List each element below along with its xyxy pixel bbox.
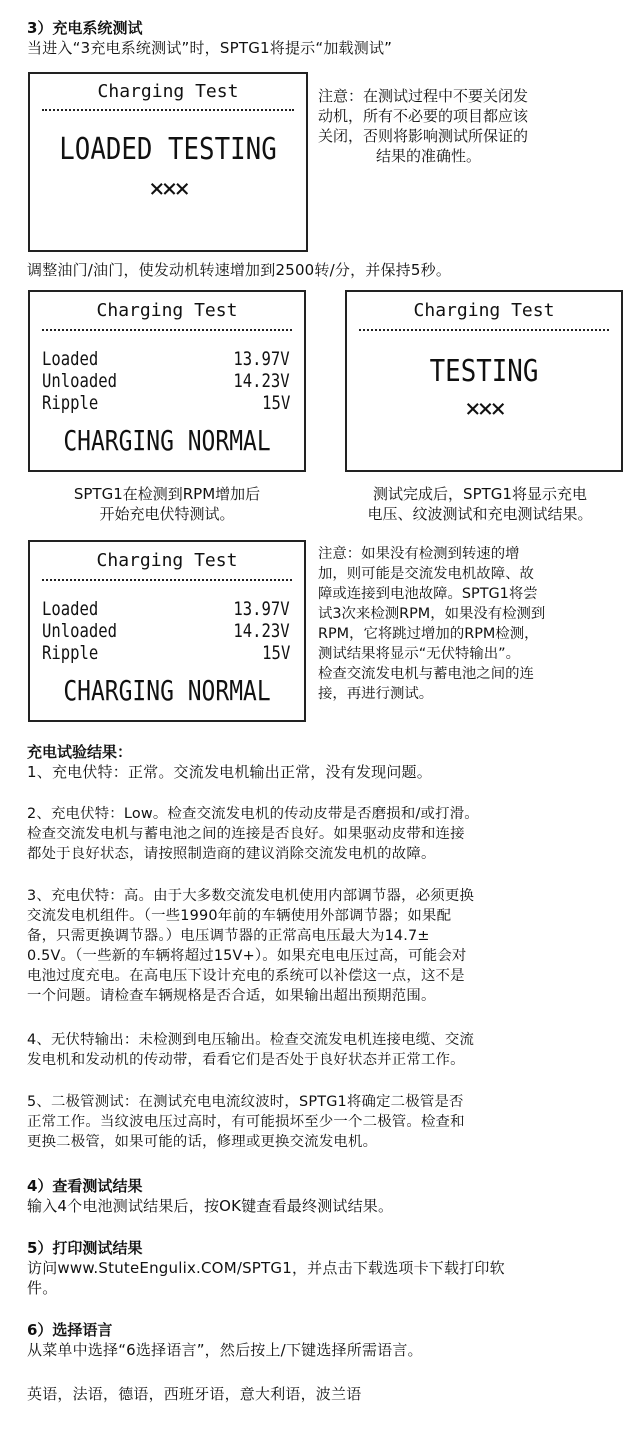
- result-line: 2、充电伏特：Low。检查交流发电机的传动皮带是否磨损和/或打滑。: [27, 806, 479, 822]
- result-line: 检查交流发电机与蓄电池之间的连接是否良好。如果驱动皮带和连接: [27, 826, 465, 842]
- charging-status: CHARGING NORMAL: [63, 424, 271, 457]
- language-list: 英语，法语，德语，西班牙语，意大利语，波兰语: [27, 1385, 362, 1403]
- lcd-screen-loaded-testing: [28, 72, 308, 252]
- result-line: 4、无伏特输出：未检测到电压输出。检查交流发电机连接电缆、交流: [27, 1032, 475, 1048]
- result-item-2: [27, 804, 627, 864]
- caption-line: SPTG1在检测到RPM增加后: [73, 485, 261, 503]
- note-line: 接，再进行测试。: [318, 686, 434, 702]
- section6-heading: 6）选择语言: [27, 1321, 113, 1339]
- note-line: 注意：如果没有检测到转速的增: [318, 546, 520, 562]
- results-heading: 充电试验结果：: [27, 743, 133, 761]
- result-line: 交流发电机组件。（一些1990年前的车辆使用外部调节器；如果配: [27, 908, 452, 924]
- note-line: 测试结果将显示“无伏特输出”。: [318, 646, 520, 662]
- lcd-screen-results-1: [28, 290, 306, 472]
- dotted-divider: [42, 579, 292, 581]
- note-line: 关闭，否则将影响测试所保证的: [318, 127, 529, 145]
- note-line: 试3次来检测RPM，如果没有检测到: [318, 606, 546, 622]
- section4-heading: 4）查看测试结果: [27, 1177, 143, 1195]
- row-label-ripple: Ripple: [42, 392, 99, 414]
- note-rpm: [318, 544, 620, 704]
- row-label-unloaded: Unloaded: [42, 620, 118, 642]
- adjust-throttle-text: 调整油门/油门，使发动机转速增加到2500转/分，并保持5秒。: [27, 261, 452, 279]
- row-value-unloaded: 14.23V: [233, 620, 290, 642]
- result-line: 0.5V。（一些新的车辆将超过15V+）。如果充电电压过高，可能会对: [27, 948, 467, 964]
- dotted-divider: [42, 329, 292, 331]
- row-label-loaded: Loaded: [42, 598, 99, 620]
- result-item-5: [27, 1092, 627, 1152]
- screen-main-text: TESTING: [429, 354, 539, 389]
- screen-title: Charging Test: [96, 550, 238, 571]
- note-engine: [318, 86, 618, 166]
- result-line: 1、充电伏特：正常。交流发电机输出正常，没有发现问题。: [27, 763, 432, 781]
- lcd-screen-results-2: [28, 540, 306, 722]
- note-line: 结果的准确性。: [376, 147, 482, 165]
- caption-test-complete: [330, 484, 630, 524]
- result-line: 发电机和发动机的传动带，看看它们是否处于良好状态并正常工作。: [27, 1052, 465, 1068]
- caption-line: 电压、纹波测试和充电测试结果。: [367, 505, 593, 523]
- lcd-screen-testing: [345, 290, 623, 472]
- result-line: 更换二极管，如果可能的话，修理或更换交流发电机。: [27, 1134, 378, 1150]
- note-line: 障或连接到电池故障。SPTG1将尝: [318, 586, 538, 602]
- result-line: 电池过度充电。在高电压下设计充电的系统可以补偿这一点，这不是: [27, 968, 465, 984]
- screen-stars: ×××: [149, 174, 187, 204]
- result-line: 一个问题。请检查车辆规格是否合适，如果输出超出预期范围。: [27, 988, 436, 1004]
- row-value-ripple: 15V: [261, 642, 290, 664]
- result-item-3: [27, 886, 627, 1006]
- result-item-1: [27, 762, 627, 782]
- note-line: 检查交流发电机与蓄电池之间的连: [318, 666, 534, 682]
- screen-title: Charging Test: [413, 300, 555, 321]
- result-line: 5、二极管测试：在测试充电电流纹波时，SPTG1将确定二极管是否: [27, 1094, 464, 1110]
- section5-line: 件。: [27, 1279, 58, 1297]
- row-value-unloaded: 14.23V: [233, 370, 290, 392]
- screen-title: Charging Test: [97, 81, 239, 102]
- screen-title: Charging Test: [96, 300, 238, 321]
- section4-text: 输入4个电池测试结果后，按OK键查看最终测试结果。: [27, 1197, 394, 1215]
- section6-text: 从菜单中选择“6选择语言”，然后按上/下键选择所需语言。: [27, 1341, 423, 1359]
- dotted-divider: [42, 109, 294, 111]
- screen-stars: ×××: [465, 394, 503, 424]
- result-line: 正常工作。当纹波电压过高时，有可能损坏至少一个二极管。检查和: [27, 1114, 465, 1130]
- note-line: 动机，所有不必要的项目都应该: [318, 107, 529, 125]
- section5-text: [27, 1258, 627, 1298]
- row-value-ripple: 15V: [261, 392, 290, 414]
- result-line: 都处于良好状态，请按照制造商的建议消除交流发电机的故障。: [27, 846, 436, 862]
- note-line: 加，则可能是交流发电机故障、故: [318, 566, 534, 582]
- section5-line: 访问www.StuteEngulix.COM/SPTG1，并点击下载选项卡下载打印软: [27, 1259, 505, 1277]
- row-label-loaded: Loaded: [42, 348, 99, 370]
- section5-heading: 5）打印测试结果: [27, 1239, 143, 1257]
- caption-rpm-detect: [28, 484, 306, 524]
- result-item-4: [27, 1030, 627, 1070]
- note-line: 注意：在测试过程中不要关闭发: [318, 87, 529, 105]
- result-line: 3、充电伏特：高。由于大多数交流发电机使用内部调节器，必须更换: [27, 888, 475, 904]
- row-value-loaded: 13.97V: [233, 348, 290, 370]
- row-label-unloaded: Unloaded: [42, 370, 118, 392]
- screen-main-text: LOADED TESTING: [59, 132, 277, 167]
- charging-status: CHARGING NORMAL: [63, 674, 271, 707]
- caption-line: 开始充电伏特测试。: [99, 505, 235, 523]
- caption-line: 测试完成后，SPTG1将显示充电: [373, 485, 587, 503]
- dotted-divider: [359, 329, 609, 331]
- section3-heading: 3）充电系统测试: [27, 19, 143, 37]
- section3-intro: 当进入“3充电系统测试”时，SPTG1将提示“加载测试”: [27, 39, 393, 57]
- row-label-ripple: Ripple: [42, 642, 99, 664]
- note-line: RPM，它将跳过增加的RPM检测，: [318, 626, 539, 642]
- result-line: 备，只需更换调节器。）电压调节器的正常高电压最大为14.7±: [27, 928, 430, 944]
- row-value-loaded: 13.97V: [233, 598, 290, 620]
